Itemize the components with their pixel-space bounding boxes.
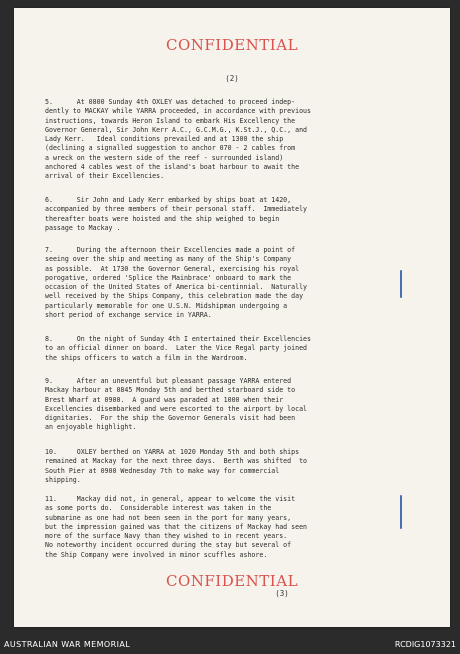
confidential-stamp-bottom: CONFIDENTIAL (165, 572, 299, 590)
paragraph-8: 8. On the night of Sunday 4th I entertained their Excellencies to an official dinner on board. Later the Vice Regal party joined the ships officers to watch a film in the Wardroom. (45, 335, 311, 362)
paragraph-7: 7. During the afternoon their Excellencies made a point of seeing over the ship and meeting as many of the Ship's Company as possible. At 1730 the Governor General, exercising his royal porogative, ordered 'Splice the Mainbrace' onboard to mark the occasion of the United States of America bi-centinnial. Naturally well received by the Ships Company, this celebration made the day particularly memorable for one U.S.N. Midshipman undergoing a short period of exchange service in YARRA. (45, 246, 308, 320)
page-number-bottom: (3) (275, 589, 289, 598)
confidential-stamp-top: CONFIDENTIAL (165, 36, 299, 54)
margin-mark-icon (400, 270, 402, 298)
paragraph-11: 11. Mackay did not, in general, appear to welcome the visit as some ports do. Considerable interest was taken in the submarine as one had not been seen in the port for many years, but the impression gained was that the citizens of Mackay had seen more of the surface Navy than they wished to in recent years. No noteworthy incident occurred during the stay but several of the Ship Company were involved in minor scuffles ashore. (45, 495, 308, 559)
institution-label: AUSTRALIAN WAR MEMORIAL (4, 640, 131, 649)
paragraph-10: 10. OXLEY berthed on YARRA at 1020 Monday 5th and both ships remained at Mackay for the next three days. Berth was shifted to South Pier at 0900 Wednesday 7th to make way for commercial shipping. (45, 448, 308, 484)
paragraph-5: 5. At 0800 Sunday 4th OXLEY was detached to proceed indep- dently to MACKAY while YARRA proceeded, in accordance with previous instructions, towards Heron Island to embark His Excellency the Governor General, Sir John Kerr A.C., G.C.M.G., K.St.J., Q.C., and Lady Kerr. Ideal conditions prevailed and at 1300 the ship (declining a signalled suggestion to anchor 070 - 2 cables from a wreck on the western side of the reef - surrounded island) anchored 4 cables west of the island's boat harbour to await the arrival of their Excellencies. (45, 98, 311, 181)
margin-mark-icon (400, 495, 402, 529)
page-number-top: (2) (225, 74, 239, 83)
paragraph-6: 6. Sir John and Lady Kerr embarked by ships boat at 1420, accompanied by three members of their personal staff. Immediately thereafter boats were hoisted and the ship weighed to begin passage to Mackay . (45, 196, 308, 232)
paragraph-9: 9. After an uneventful but pleasant passage YARRA entered Mackay harbour at 0845 Monday 5th and berthed starboard side to Brest Wharf at 0900. A guard was paraded at 1000 when their Excellencies disembarked and were escorted to the airport by local dignitaries. For the ship the Governor Generals visit had been an enjoyable highlight. (45, 377, 308, 432)
archive-footer (0, 638, 460, 654)
item-id-label: RCDIG1073321 (394, 640, 456, 649)
document-page (14, 8, 450, 627)
